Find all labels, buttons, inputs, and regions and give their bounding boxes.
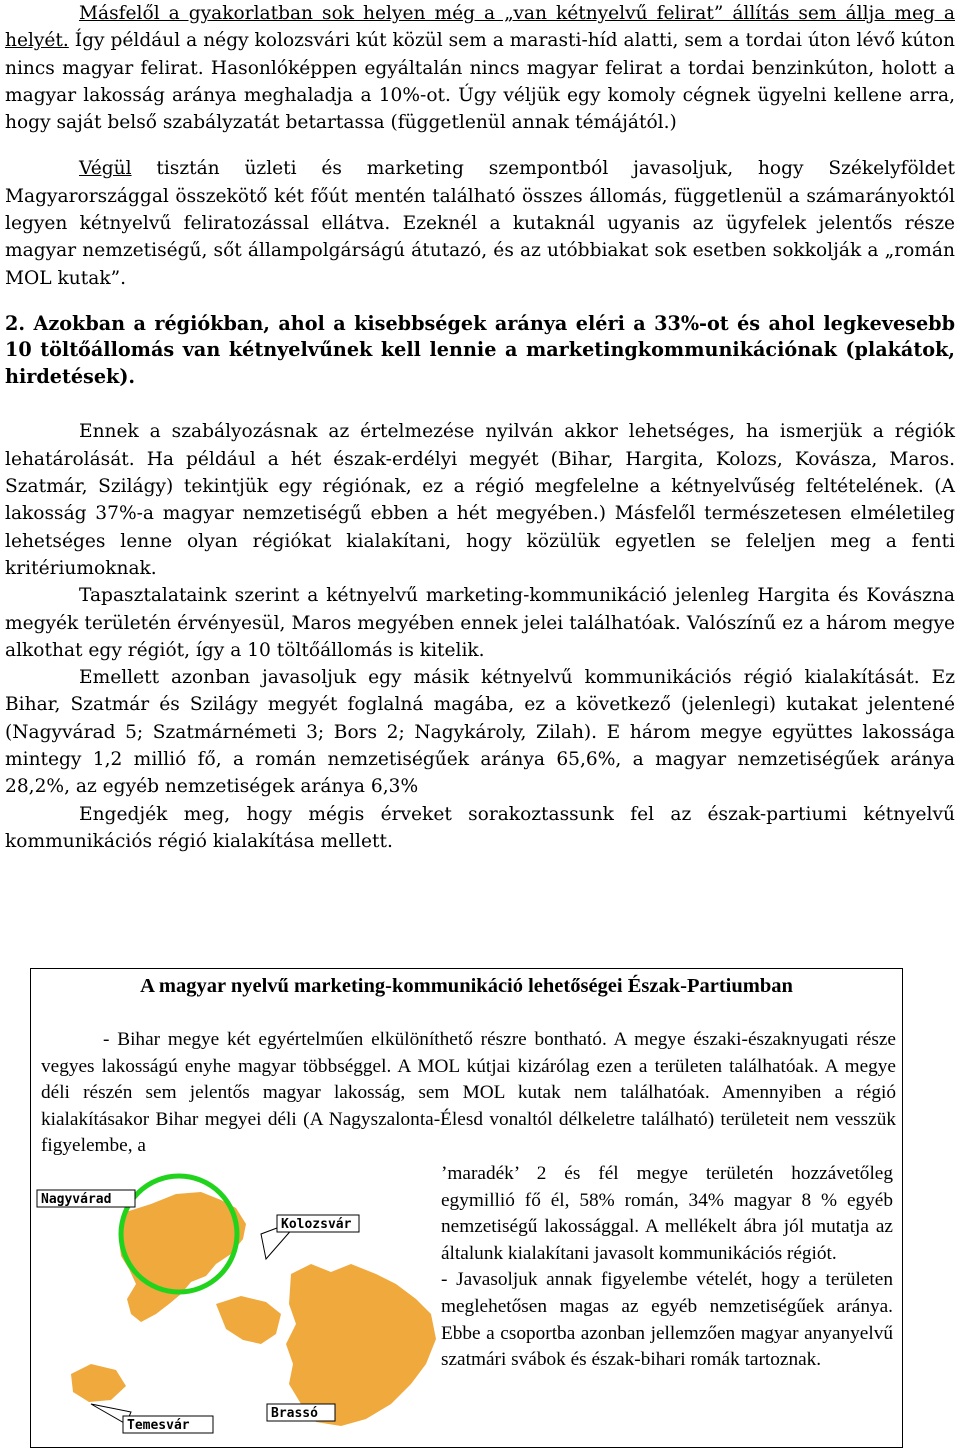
info-box-paragraph-1: - Bihar megye két egyértelműen elkülöníthető részre bontható. A megye északi-északnyugati része vegyes lakosságú enyhe magyar többséggel. A MOL kútjai kizárólag ezen a területen találhatóak. A megye déli részén sem jelentős magyar lakosság, sem MOL kutak nem találhatóak. Amennyiben a régió kialakításakor Bihar megyei déli (A Nagyszalonta-Élesd vonaltól délkeletre található) területeit nem vesszük figyelembe, a bbox=[41, 1029, 896, 1157]
info-box-side-text bbox=[441, 1161, 893, 1374]
section-heading-2: 2. Azokban a régiókban, ahol a kisebbségek aránya eléri a 33%-ot és ahol legkevesebb 10 töltőállomás van kétnyelvűnek kell lennie a marketingkommunikációnak (plakátok, hirdetések). bbox=[5, 311, 955, 388]
underlined-word: Végül bbox=[79, 158, 132, 180]
paragraph-2 bbox=[5, 155, 955, 291]
label-brasso: Brassó bbox=[271, 1406, 318, 1421]
info-box-title: A magyar nyelvű marketing-kommunikáció lehetőségei Észak-Partiumban bbox=[140, 975, 793, 997]
region-map bbox=[31, 1164, 436, 1447]
paragraph-1 bbox=[5, 0, 955, 136]
paragraph-1-text: Így például a négy kolozsvári kút közül sem a marasti-híd alatti, sem a tordai úton lévő kúton nincs magyar felirat. Hasonlóképpen egyáltalán nincs magyar felirat a tordai benzinkúton, holott a magyar lakosság aránya meghaladja a 10%-ot. Úgy véljük egy komoly cégnek ügyelni kellene arra, hogy saját belső szabályzatát betartassa (függetlenül annak témájától.) bbox=[5, 30, 955, 134]
paragraph-2-text: tisztán üzleti és marketing szempontból javasoljuk, hogy Székelyföldet Magyarországgal összekötő két főút mentén található összes állomás, függetlenül a számarányoktól legyen kétnyelvű feliratozással ellátva. Ezeknél a kutaknál ugyanis az ügyfelek jelentős része magyar nemzetiségű, sőt állampolgárságú átutazó, és az utóbbiakat sok esetben sokkolják a „román MOL kutak”. bbox=[5, 158, 955, 289]
info-box-side-paragraph-2: - Javasoljuk annak figyelembe vételét, hogy a területen meglehetősen magas az egyéb nemzetiségűek aránya. Ebbe a csoportba azonban jellemzően magyar anyanyelvű szatmári svábok és észak-bihari romák tartoznak. bbox=[441, 1269, 893, 1371]
paragraph-6: Engedjék meg, hogy mégis érveket sorakoztassunk fel az észak-partiumi kétnyelvű kommunikációs régió kialakítása mellett. bbox=[5, 803, 955, 852]
paragraph-4: Tapasztalataink szerint a kétnyelvű marketing-kommunikáció jelenleg Hargita és Kovászna megyék területén érvényesül, Maros megyében ennek jelei találhatóak. Valószínű ez a három megye alkothat egy régiót, így a 10 töltőállomás is kitelik. bbox=[5, 585, 955, 661]
label-temesvar: Temesvár bbox=[127, 1418, 190, 1433]
label-nagyvarad: Nagyvárad bbox=[41, 1192, 112, 1207]
label-kolozsvar: Kolozsvár bbox=[281, 1217, 352, 1232]
document-body bbox=[5, 0, 955, 855]
paragraph-3: Ennek a szabályozásnak az értelmezése nyilván akkor lehetséges, ha ismerjük a régiók lehatárolását. Ha például a hét észak-erdélyi megyét (Bihar, Hargita, Kolozs, Kovásza, Maros. Szatmár, Szilágy) tekintjük egy régiónak, ez a régió megfelelne a kétnyelvűség feltételének. (A lakosság 37%-a magyar nemzetiségű ebben a hét megyében.) Másfelől természetesen elméletileg lehetséges lenne olyan régiókat kialakítani, hogy közülük egyetlen se feleljen meg a fenti kritériumoknak. bbox=[5, 421, 955, 579]
paragraph-5: Emellett azonban javasoljuk egy másik kétnyelvű kommunikációs régió kialakítását. Ez Bihar, Szatmár és Szilágy megyét foglalná magába, ez a következő (jelenlegi) kutakat jelentené (Nagyvárad 5; Szatmárnémeti 3; Bors 2; Nagykároly, Zilah). E három megye együttes lakossága mintegy 1,2 millió fő, a román nemzetiségűek aránya 65,6%, a magyar nemzetiségűek aránya 28,2%, az egyéb nemzetiségek aránya 6,3% bbox=[5, 667, 955, 798]
info-box bbox=[30, 968, 903, 1448]
info-box-side-paragraph-1: ’maradék’ 2 és fél megye területén hozzávetőleg egymillió fő él, 58% román, 34% magyar 8 % egyéb nemzetiségű lakossággal. A mellékelt ábra jól mutatja az általunk kialakítani javasolt kommunikációs régiót. bbox=[441, 1163, 893, 1264]
underlined-sentence: Másfelől a gyakorlatban sok helyen még a „van kétnyelvű felirat” állítás sem állja meg a helyét. bbox=[5, 3, 955, 52]
info-box-text bbox=[41, 1027, 896, 1160]
region-map-svg bbox=[31, 1164, 436, 1447]
